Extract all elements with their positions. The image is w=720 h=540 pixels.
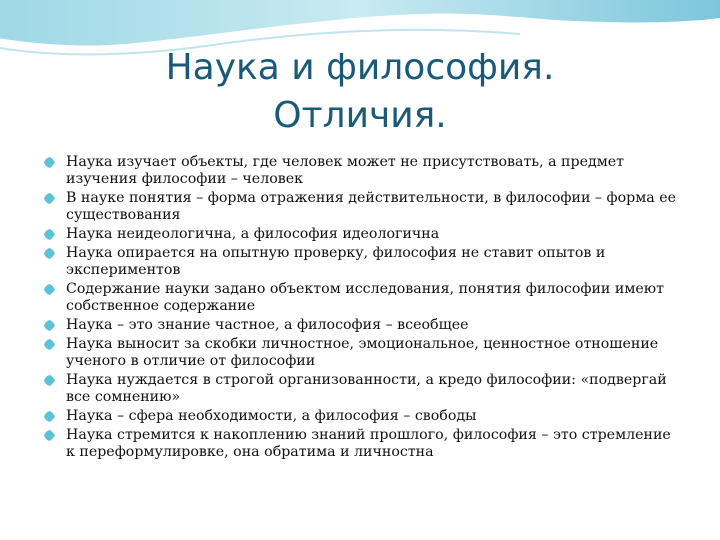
bullet-icon xyxy=(44,193,55,204)
bullet-icon xyxy=(44,411,55,422)
slide-title xyxy=(80,44,640,140)
bullet-text: Наука опирается на опытную проверку, философия не ставит опытов и экспериментов xyxy=(66,245,606,278)
bullet-text: Наука стремится к накоплению знаний прошлого, философия – это стремление к переформулировке, она обратима и личностна xyxy=(66,427,671,460)
bullet-item xyxy=(44,317,684,334)
bullet-text: Наука – сфера необходимости, а философия – свободы xyxy=(66,408,477,424)
bullet-icon xyxy=(44,320,55,331)
title-line-1: Наука и философия. xyxy=(165,47,555,88)
bullet-item xyxy=(44,226,684,243)
bullet-item xyxy=(44,336,684,370)
bullet-item xyxy=(44,372,684,406)
title-line-2: Отличия. xyxy=(273,95,447,136)
bullet-text: Наука – это знание частное, а философия – всеобщее xyxy=(66,317,469,333)
bullet-item xyxy=(44,245,684,279)
bullet-text: В науке понятия – форма отражения действительности, в философии – форма ее существования xyxy=(66,190,677,223)
bullet-text: Наука неидеологична, а философия идеологична xyxy=(66,226,440,242)
bullet-icon xyxy=(44,284,55,295)
bullet-text: Содержание науки задано объектом исследования, понятия философии имеют собственное содержание xyxy=(66,281,664,314)
bullet-icon xyxy=(44,375,55,386)
bullet-icon xyxy=(44,430,55,441)
bullet-item xyxy=(44,427,684,461)
bullet-list xyxy=(44,154,684,463)
bullet-item xyxy=(44,408,684,425)
bullet-item xyxy=(44,154,684,188)
bullet-icon xyxy=(44,339,55,350)
bullet-text: Наука выносит за скобки личностное, эмоциональное, ценностное отношение ученого в отличие от философии xyxy=(66,336,659,369)
bullet-item xyxy=(44,281,684,315)
bullet-text: Наука изучает объекты, где человек может не присутствовать, а предмет изучения философии – человек xyxy=(66,154,625,187)
bullet-icon xyxy=(44,157,55,168)
bullet-item xyxy=(44,190,684,224)
bullet-icon xyxy=(44,248,55,259)
bullet-icon xyxy=(44,229,55,240)
bullet-text: Наука нуждается в строгой организованности, а кредо философии: «подвергай все сомнению» xyxy=(66,372,667,405)
